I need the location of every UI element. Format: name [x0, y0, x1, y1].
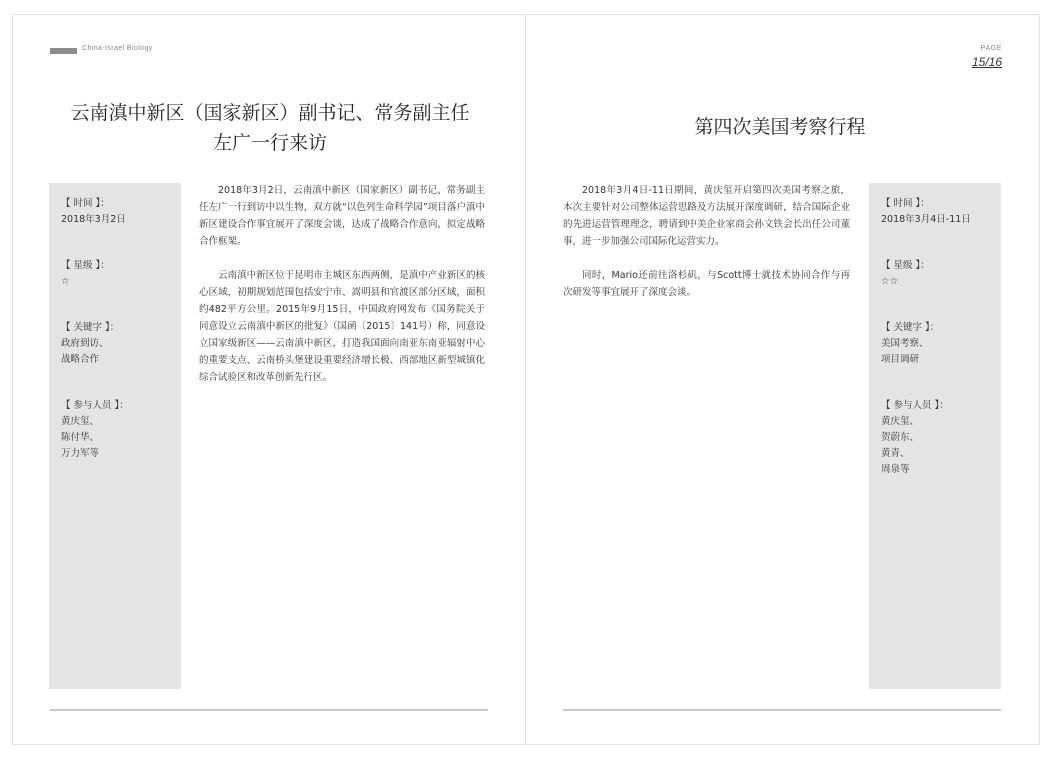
meta-participants	[881, 398, 1001, 478]
meta-level-stars: ☆	[61, 276, 70, 287]
meta-keyword: 政府到访、	[61, 338, 109, 349]
meta-keyword: 美国考察、	[881, 338, 929, 349]
meta-participants	[61, 398, 181, 462]
header-brand: China-Israel Biology	[82, 45, 153, 52]
meta-keyword: 战略合作	[61, 354, 100, 365]
meta-level	[881, 258, 1001, 290]
meta-keywords	[61, 320, 181, 368]
meta-participant: 周泉等	[881, 464, 910, 475]
meta-level-label: 【 星级 】：	[881, 260, 930, 271]
left-article-title	[50, 98, 490, 158]
meta-keywords-label: 【 关键字 】：	[881, 322, 940, 333]
meta-time-value: 2018年3月4日-11日	[881, 214, 971, 225]
right-article-body	[563, 182, 850, 318]
left-title-line-1: 云南滇中新区（国家新区）副书记、常务副主任	[70, 102, 470, 124]
meta-participant: 黄庆玺、	[881, 416, 920, 427]
meta-keywords-label: 【 关键字 】：	[61, 322, 120, 333]
page-label: PAGE	[980, 45, 1002, 52]
meta-keywords	[881, 320, 1001, 368]
body-paragraph: 云南滇中新区位于昆明市主城区东西两侧，是滇中产业新区的核心区域，初期规划范围包括安宁市、嵩明县和官渡区部分区域，面积约482平方公里。2015年9月15日，中国政府网发布《国务院关于同意设立云南滇中新区的批复》（国函〔2015〕141号）称，同意设立国家级新区——云南滇中新区，打造我国面向南亚东南亚辐射中心的重要支点、云南桥头堡建设重要经济增长极、西部地区新型城镇化综合试验区和改革创新先行区。	[199, 270, 485, 383]
left-article-body	[199, 182, 485, 403]
meta-time-value: 2018年3月2日	[61, 214, 126, 225]
spread-gutter	[525, 14, 526, 745]
meta-time-label: 【 时间 】：	[881, 198, 930, 209]
meta-participant: 黄庆玺、	[61, 416, 100, 427]
meta-time	[61, 196, 181, 228]
right-meta-sidebar	[869, 183, 1001, 689]
meta-level-stars: ☆☆	[881, 276, 899, 287]
left-bottom-rule	[50, 709, 488, 711]
body-paragraph: 2018年3月4日-11日期间，黄庆玺开启第四次美国考察之旅，本次主要针对公司整体运营思路及方法展开深度调研，结合国际企业的先进运营管理理念，聘请到中美企业家商会孙文铁会长出任公司董事，进一步加强公司国际化运营实力。	[563, 185, 850, 247]
meta-time-label: 【 时间 】：	[61, 198, 110, 209]
meta-participant: 贺蔚东、	[881, 432, 920, 443]
body-paragraph: 2018年3月2日，云南滇中新区（国家新区）副书记、常务副主任左广一行到访中以生物，双方就“以色列生命科学园”项目落户滇中新区建设合作事宜展开了深度会谈，达成了战略合作意向，拟定战略合作框架。	[199, 185, 485, 247]
page-number: 15/16	[971, 55, 1002, 69]
meta-time	[881, 196, 1001, 228]
left-title-line-2: 左广一行来访	[212, 132, 327, 154]
meta-participant: 万力军等	[61, 448, 100, 459]
right-bottom-rule	[563, 709, 1001, 711]
left-meta-sidebar	[49, 183, 181, 689]
meta-participant: 陈付华、	[61, 432, 100, 443]
meta-level-label: 【 星级 】：	[61, 260, 110, 271]
meta-participants-label: 【 参与人员 】：	[881, 400, 949, 411]
meta-participants-label: 【 参与人员 】：	[61, 400, 129, 411]
meta-participant: 黄青、	[881, 448, 910, 459]
right-article-title: 第四次美国考察行程	[694, 116, 866, 138]
header-accent-bar	[50, 48, 77, 54]
body-paragraph: 同时，Mario还前往洛杉矶，与Scott博士就技术协同合作与再次研发等事宜展开了深度会谈。	[563, 270, 850, 298]
meta-level	[61, 258, 181, 290]
meta-keyword: 项目调研	[881, 354, 920, 365]
